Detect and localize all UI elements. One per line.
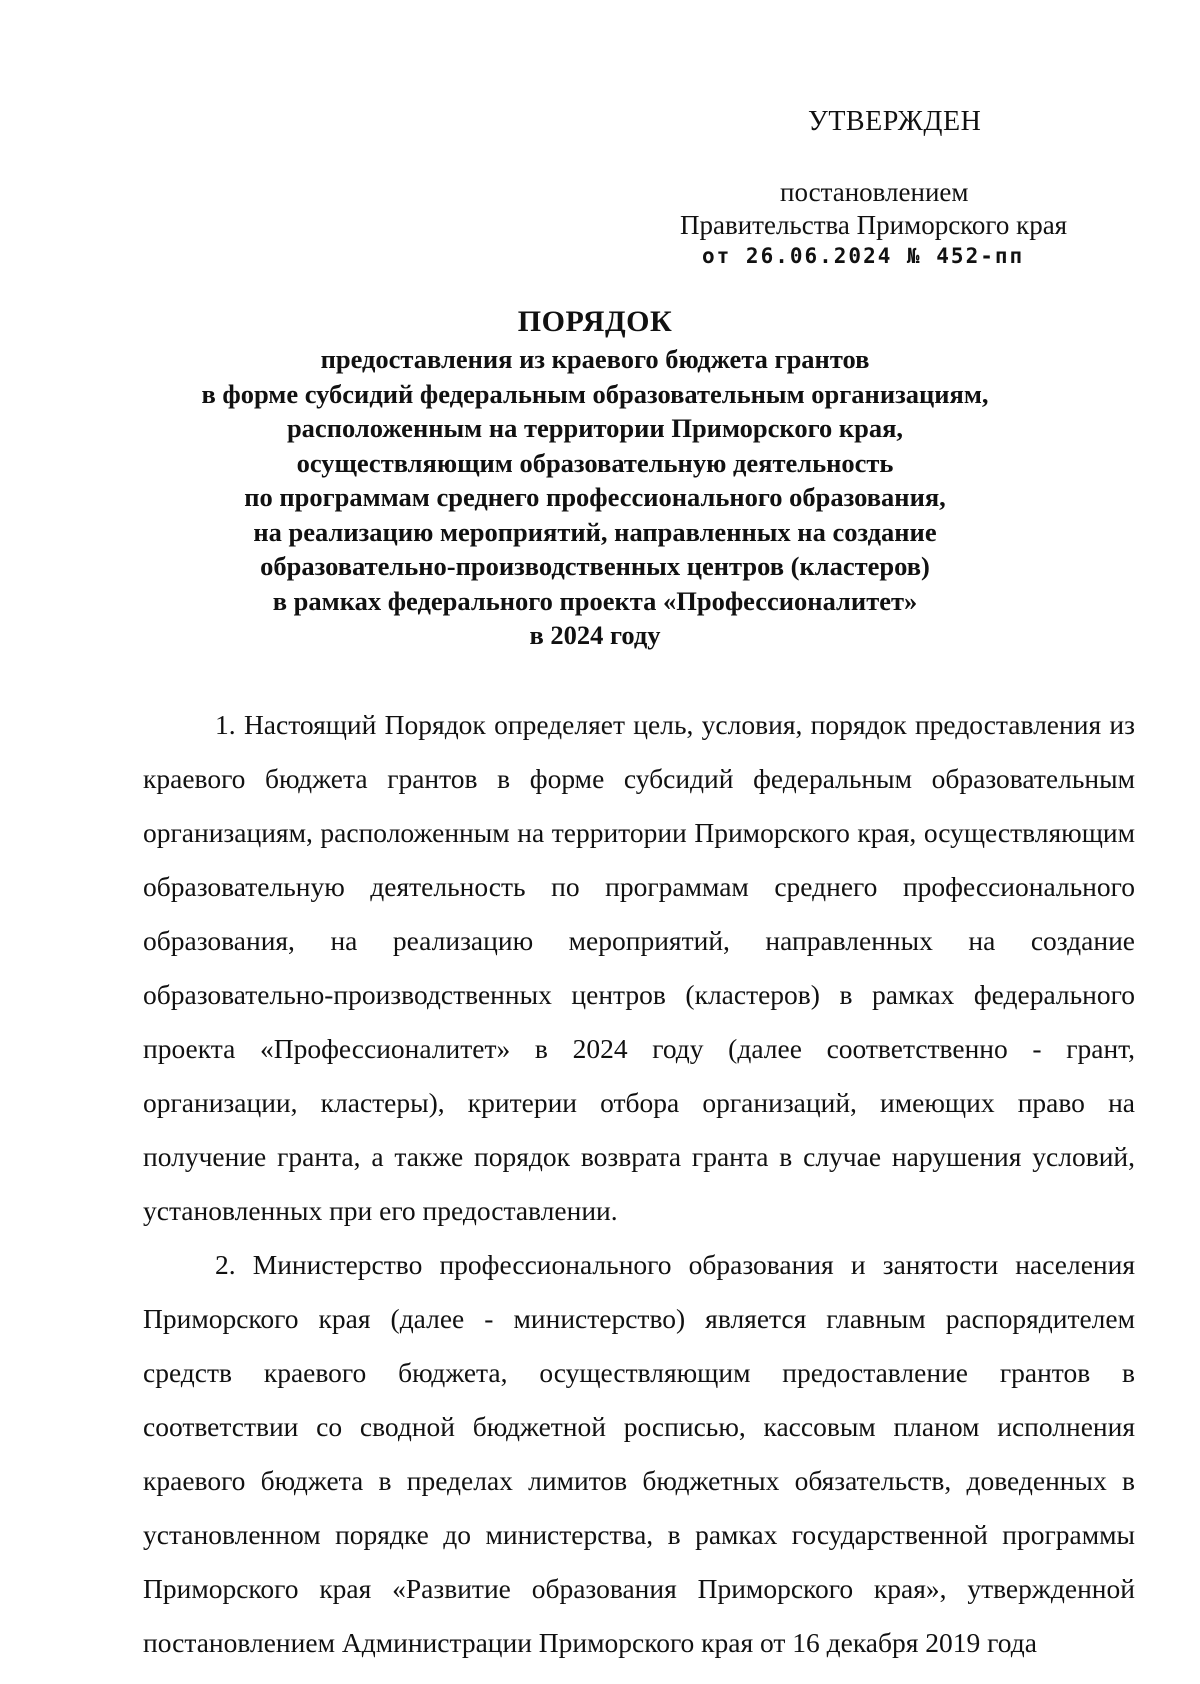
document-heading: [150, 302, 1040, 653]
approval-government: Правительства Приморского края: [680, 210, 1068, 240]
heading-line: предоставления из краевого бюджета грантов: [320, 344, 870, 374]
heading-line: в форме субсидий федеральным образовательным организациям,: [201, 378, 989, 409]
paragraph-2: 2. Министерство профессионального образования и занятости населения Приморского края (далее - министерство) является главным распорядителем средств краевого бюджета, осуществляющим предоставление грантов в соответствии со сводной бюджетной росписью, кассовым планом исполнения краевого бюджета в пределах лимитов бюджетных обязательств, доведенных в установленном порядке до министерства, в рамках государственной программы Приморского края «Развитие образования Приморского края», утвержденной постановлением Администрации Приморского края от 16 декабря 2019 года: [143, 1249, 1135, 1658]
approval-title: УТВЕРЖДЕН: [808, 106, 982, 137]
approval-date-number: от 26.06.2024 № 452-пп: [702, 244, 1025, 268]
heading-line: осуществляющим образовательную деятельность: [296, 447, 894, 478]
heading-line: расположенным на территории Приморского края,: [286, 413, 904, 443]
heading-line: образовательно-производственных центров (кластеров): [260, 551, 930, 581]
heading-line: в рамках федерального проекта «Профессионалитет»: [272, 585, 918, 616]
approval-by-label: постановлением: [780, 177, 969, 207]
heading-line: в 2024 году: [529, 620, 661, 650]
paragraph-1: 1. Настоящий Порядок определяет цель, условия, порядок предоставления из краевого бюджета грантов в форме субсидий федеральным образовательным организациям, расположенным на территории Приморского края, осуществляющим образовательную деятельность по программам среднего профессионального образования, на реализацию мероприятий, направленных на создание образовательно-производственных центров (кластеров) в рамках федерального проекта «Профессионалитет» в 2024 году (далее соответственно - грант, организации, кластеры), критерии отбора организаций, имеющих право на получение гранта, а также порядок возврата гранта в случае нарушения условий, установленных при его предоставлении.: [143, 709, 1135, 1226]
document-body: [143, 698, 1135, 1670]
heading-line: на реализацию мероприятий, направленных на создание: [253, 516, 937, 547]
heading-line: по программам среднего профессионального образования,: [244, 482, 946, 512]
heading-title: ПОРЯДОК: [517, 305, 673, 338]
